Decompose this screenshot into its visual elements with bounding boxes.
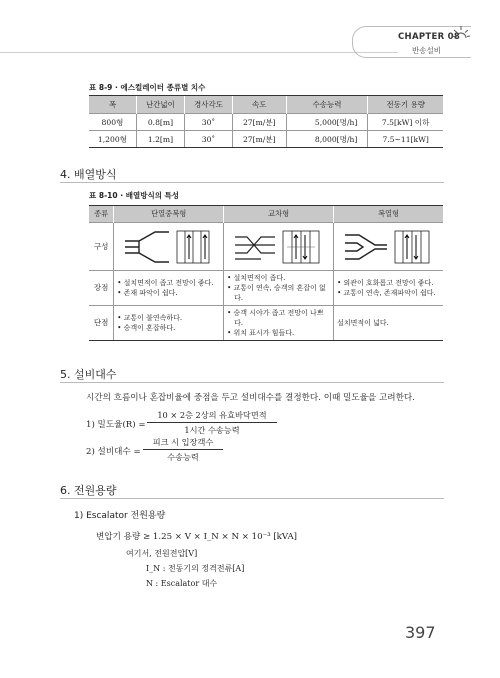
row-header: 단점 bbox=[89, 306, 114, 341]
col-header: 경사각도 bbox=[184, 96, 232, 114]
density-formula-label: 1) 밀도율(R) = bbox=[86, 420, 146, 430]
list-item: • 승객 시야가 좁고 전망이 나쁘다. bbox=[227, 308, 330, 328]
arrangement-table bbox=[89, 205, 443, 341]
sun-icon bbox=[451, 24, 471, 44]
row-header: 장점 bbox=[89, 271, 114, 306]
col-header: 교차형 bbox=[224, 206, 334, 223]
table-cell bbox=[224, 271, 334, 306]
chapter-subtitle: 반송설비 bbox=[412, 46, 441, 55]
list-item: • 설치면적이 좁고 전망이 좋다. bbox=[117, 278, 220, 288]
table-header-row bbox=[89, 206, 443, 223]
list-item: • 교통이 불연속하다. bbox=[117, 313, 220, 323]
section-divider bbox=[60, 182, 444, 183]
double-row-diagram bbox=[341, 227, 437, 267]
table-cell: 설치면적이 넓다. bbox=[334, 306, 443, 341]
table-header-row bbox=[89, 96, 443, 114]
row-header: 구성 bbox=[89, 223, 114, 271]
page-number: 397 bbox=[405, 623, 436, 642]
table2-caption-label: 표 8-10 bbox=[89, 191, 118, 200]
table-cell bbox=[224, 306, 334, 341]
section-divider bbox=[60, 498, 444, 499]
header-rule bbox=[0, 52, 398, 53]
table-row bbox=[89, 131, 443, 148]
list-item: • 교통이 연속, 승객의 혼잡이 없다. bbox=[227, 283, 330, 303]
chapter-label: CHAPTER 08 bbox=[398, 32, 461, 42]
col-header: 전동기 용량 bbox=[368, 96, 443, 114]
table-cell: 5,000[명/h] bbox=[286, 114, 368, 131]
table-cell: 7.5[kW] 이하 bbox=[368, 114, 443, 131]
fraction-bar bbox=[143, 449, 223, 450]
table-row bbox=[89, 271, 443, 306]
density-formula-numerator: 10 × 2층 2상의 유효바닥면적 bbox=[157, 410, 267, 420]
escalator-dimension-table bbox=[89, 95, 443, 148]
table-cell: 1,200형 bbox=[89, 131, 136, 148]
formula-where-voltage: 여기서, 전원전압[V] bbox=[126, 549, 198, 558]
crisscross-diagram-cell bbox=[224, 223, 334, 271]
col-header: 속도 bbox=[232, 96, 286, 114]
section-heading-units: 5. 설비대수 bbox=[60, 368, 117, 381]
crisscross-diagram bbox=[231, 227, 327, 267]
density-formula-denominator: 1시간 수송능력 bbox=[184, 425, 240, 435]
list-item: • 설치면적이 좁다. bbox=[227, 273, 330, 283]
col-header: 폭 bbox=[89, 96, 136, 114]
table-cell: 7.5∼11[kW] bbox=[368, 131, 443, 148]
units-formula-denominator: 수송능력 bbox=[167, 452, 199, 462]
list-item: • 외관이 호화롭고 전망이 좋다. bbox=[337, 278, 440, 288]
table2-caption: 표 8-10 · 배열방식의 특성 bbox=[89, 191, 180, 200]
list-item: • 교통이 연속, 존재파악이 쉽다. bbox=[337, 288, 440, 298]
table-cell bbox=[334, 271, 443, 306]
single-overlap-diagram bbox=[121, 227, 217, 267]
table-cell bbox=[114, 271, 224, 306]
table-row bbox=[89, 114, 443, 131]
formula-where-count: N : Escalator 대수 bbox=[146, 579, 218, 588]
table1-caption-label: 표 8-9 bbox=[89, 83, 113, 92]
table-cell: 30˚ bbox=[184, 114, 232, 131]
units-formula-numerator: 피크 시 입장객수 bbox=[152, 437, 214, 447]
table2-caption-text: 배열방식의 특성 bbox=[125, 191, 180, 200]
table1-caption: 표 8-9 · 에스컬레이터 종류별 치수 bbox=[89, 83, 206, 92]
col-header: 복열형 bbox=[334, 206, 443, 223]
section-heading-arrangement: 4. 배열방식 bbox=[60, 168, 117, 181]
col-header: 수송능력 bbox=[286, 96, 368, 114]
escalator-power-subheading: 1) Escalator 전원용량 bbox=[74, 511, 166, 521]
list-item: • 위치 표시가 힘들다. bbox=[227, 328, 330, 338]
table-row bbox=[89, 223, 443, 271]
list-item: • 존재 파악이 쉽다. bbox=[117, 288, 220, 298]
col-header: 단열중복형 bbox=[114, 206, 224, 223]
table-cell: 8,000[명/h] bbox=[286, 131, 368, 148]
list-item: • 승객이 혼잡하다. bbox=[117, 323, 220, 333]
transformer-capacity-formula: 변압기 용량 ≥ 1.25 × V × I_N × N × 10⁻³ [kVA] bbox=[96, 532, 298, 542]
single-overlap-diagram-cell bbox=[114, 223, 224, 271]
formula-where-current: I_N : 전동기의 정격전류[A] bbox=[146, 564, 245, 573]
section-heading-power: 6. 전원용량 bbox=[60, 484, 117, 497]
table-row bbox=[89, 306, 443, 341]
table-cell: 27[m/분] bbox=[232, 131, 286, 148]
table-cell: 30˚ bbox=[184, 131, 232, 148]
col-header: 종류 bbox=[89, 206, 114, 223]
table-cell: 0.8[m] bbox=[136, 114, 184, 131]
table-cell bbox=[114, 306, 224, 341]
fraction-bar bbox=[147, 422, 277, 423]
section-divider bbox=[60, 382, 444, 383]
table-cell: 1.2[m] bbox=[136, 131, 184, 148]
table-cell: 800형 bbox=[89, 114, 136, 131]
units-paragraph: 시간의 흐름이나 혼잡비율에 중점을 두고 설비대수를 결정한다. 이때 밀도율을 고려한다. bbox=[86, 393, 415, 403]
table1-caption-text: 에스컬레이터 종류별 치수 bbox=[120, 83, 206, 92]
col-header: 난간넓이 bbox=[136, 96, 184, 114]
table-cell: 27[m/분] bbox=[232, 114, 286, 131]
units-formula-label: 2) 설비대수 = bbox=[86, 447, 141, 457]
double-row-diagram-cell bbox=[334, 223, 443, 271]
